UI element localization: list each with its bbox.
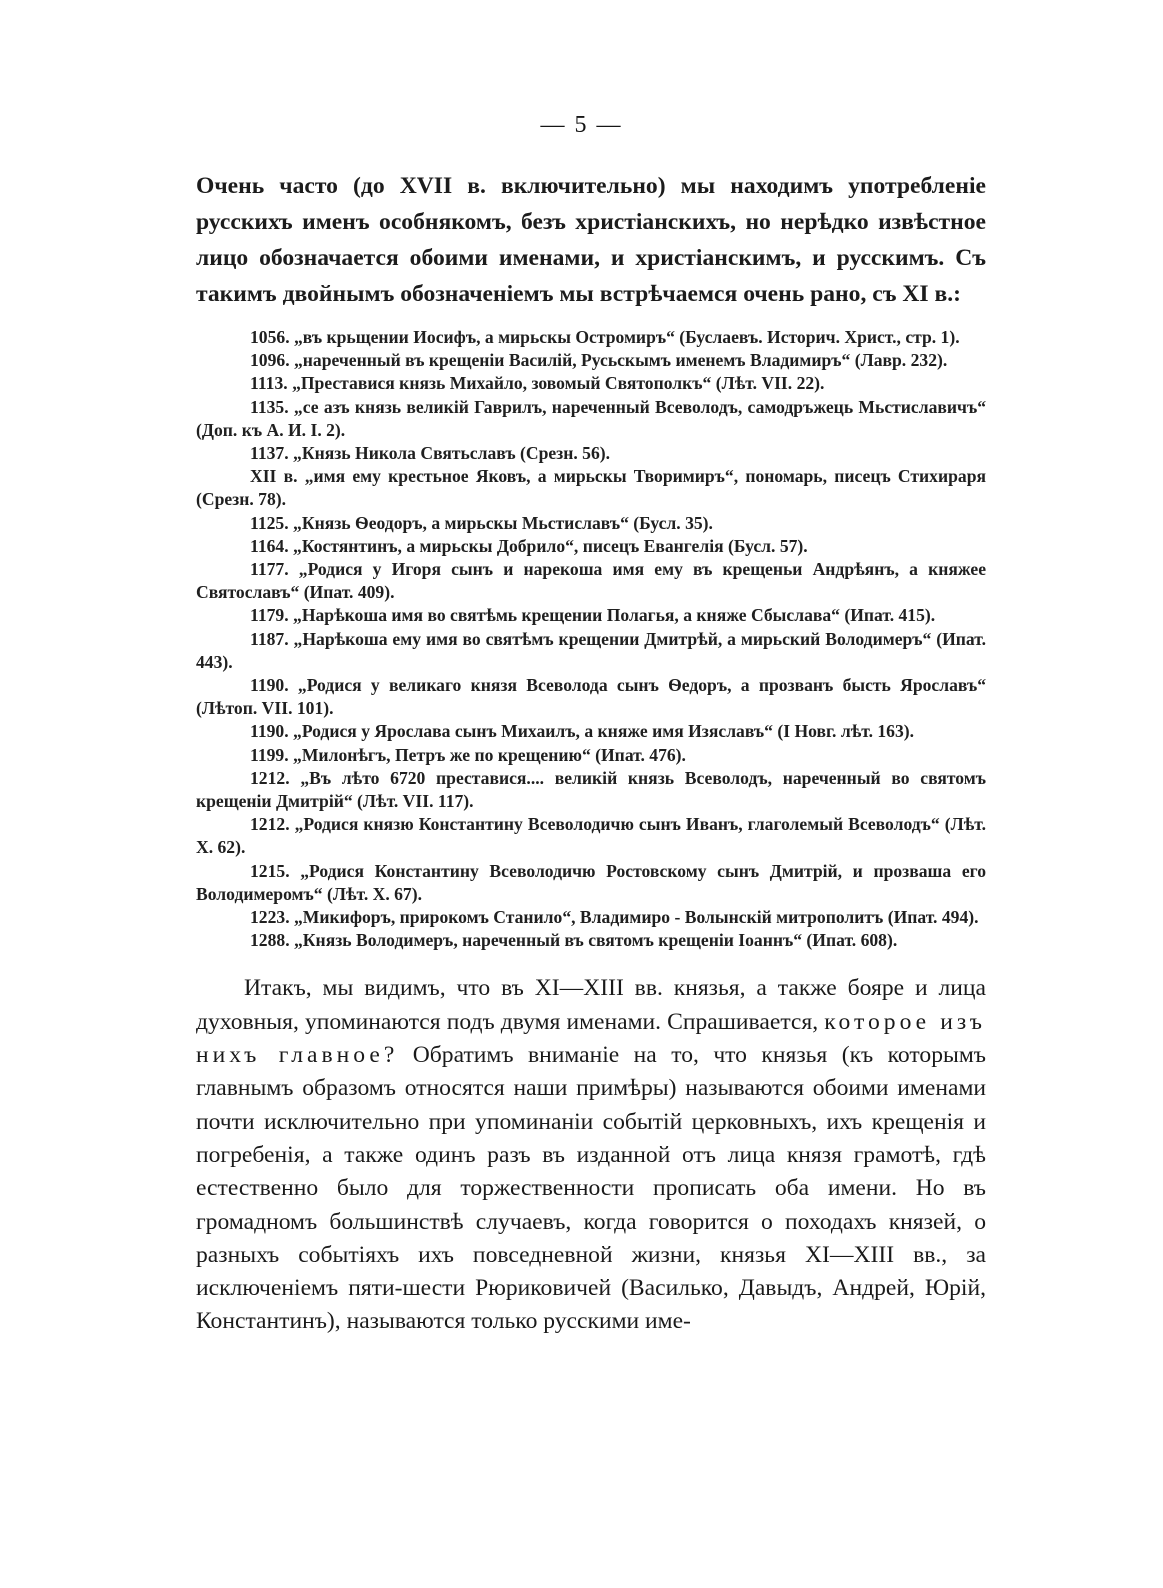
chronicle-entries bbox=[196, 326, 986, 952]
entry-text: „Родися у Ярослава сынъ Михаилъ, а княже имя Изяславъ“ (I Новг. лѣт. 163). bbox=[293, 721, 915, 742]
chronicle-entry bbox=[196, 396, 986, 442]
chronicle-entry bbox=[196, 372, 986, 395]
entry-year: 1223. bbox=[250, 907, 290, 928]
entry-year: 1164. bbox=[250, 535, 289, 556]
entry-year: 1190. bbox=[250, 721, 289, 742]
entry-text: „Преставися князь Михайло, зовомый Святополкъ“ (Лѣт. VII. 22). bbox=[292, 373, 825, 394]
chronicle-entry bbox=[196, 860, 986, 906]
chronicle-entry bbox=[196, 628, 986, 674]
chronicle-entry bbox=[196, 813, 986, 859]
entry-year: 1199. bbox=[250, 744, 289, 765]
entry-year: 1190. bbox=[250, 675, 289, 696]
entry-year: 1056. bbox=[250, 327, 290, 347]
entry-year: 1187. bbox=[250, 628, 289, 649]
chronicle-entry bbox=[196, 767, 986, 813]
entry-text: „Микифоръ, прирокомъ Станило“, Владимиро - Волынскій митрополитъ (Ипат. 494). bbox=[294, 907, 979, 928]
page-body bbox=[196, 168, 986, 1339]
entry-year: 1212. bbox=[250, 814, 290, 835]
entry-year: XII в. bbox=[250, 466, 298, 487]
entry-text: „Князь Никола Святьславъ (Срезн. 56). bbox=[293, 443, 611, 464]
entry-year: 1125. bbox=[250, 512, 289, 533]
entry-text: „се азъ князь великій Гаврилъ, нареченный Всеволодъ, самодръжець Мьстиславичъ“ (Доп. къ А. И. I. 2). bbox=[196, 396, 986, 440]
closing-text-part2: Обратимъ вниманіе на то, что князья (къ которымъ главнымъ образомъ относятся наши примѣры) называются обоими именами почти исключительно при упоминаніи событій церковныхъ, ихъ крещенія и погребенія, а также одинъ разъ въ изданной отъ лица князя грамотѣ, гдѣ естественно было для торжественности прописать оба имени. Но въ громадномъ большинствѣ случаевъ, когда говорится о походахъ князей, о разныхъ событіяхъ ихъ повседневной жизни, князья XI—XIII вв., за исключеніемъ пяти-шести Рюриковичей (Василько, Давыдъ, Андрей, Юрій, Константинъ), называются только русскими име- bbox=[196, 1042, 986, 1335]
chronicle-entry bbox=[196, 512, 986, 535]
chronicle-entry bbox=[196, 906, 986, 929]
chronicle-entry bbox=[196, 442, 986, 465]
chronicle-entry bbox=[196, 465, 986, 511]
intro-paragraph: Очень часто (до XVII в. включительно) мы находимъ употребленіе русскихъ именъ особнякомъ, безъ христіанскихъ, но нерѣдко извѣстное лицо обозначается обоими именами, и христіанскимъ, и русскимъ. Съ такимъ двойнымъ обозначеніемъ мы встрѣчаемся очень рано, съ XI в.: bbox=[196, 173, 986, 307]
entry-text: „Милонѣгъ, Петръ же по крещению“ (Ипат. 476). bbox=[293, 744, 686, 765]
entry-text: „нареченный въ крещеніи Василій, Русьскымъ именемъ Владимиръ“ (Лавр. 232). bbox=[294, 350, 948, 371]
chronicle-entry bbox=[196, 535, 986, 558]
entry-text: „имя ему крестьное Яковъ, а мирьскы Творимиръ“, пономарь, писецъ Стихираря (Срезн. 78). bbox=[196, 466, 986, 510]
entry-year: 1135. bbox=[250, 396, 289, 417]
entry-text: „Костянтинъ, а мирьскы Добрило“, писецъ Евангелія (Бусл. 57). bbox=[293, 535, 808, 556]
entry-year: 1179. bbox=[250, 605, 289, 626]
entry-year: 1096. bbox=[250, 350, 290, 371]
chronicle-entry bbox=[196, 744, 986, 767]
entry-year: 1212. bbox=[250, 767, 290, 788]
closing-text-part1: Итакъ, мы видимъ, что въ XI—XIII вв. князья, а также бояре и лица духовныя, упоминаются подъ двумя именами. Спрашивается, bbox=[196, 975, 986, 1035]
entry-text: „Родися Константину Всеволодичю Ростовскому сынъ Дмитрій, и прозваша его Володимеромъ“ (Лѣт. X. 67). bbox=[196, 860, 986, 904]
page-number: — 5 — bbox=[540, 112, 623, 138]
entry-text: „Нарѣкоша ему имя во святѣмъ крещении Дмитрѣй, а мирьский Володимеръ“ (Ипат. 443). bbox=[196, 628, 986, 672]
spaced-question: которое изъ нихъ главное? bbox=[196, 1008, 986, 1069]
entry-text: „Родися у Игоря сынъ и нарекоша имя ему въ крещеньи Андрѣянъ, а княжее Святославъ“ (Ипат. 409). bbox=[196, 559, 987, 603]
entry-text: „Родися князю Константину Всеволодичю сынъ Иванъ, глаголемый Всеволодъ“ (Лѣт. X. 62). bbox=[196, 814, 986, 858]
entry-text: „Нарѣкоша имя во святѣмь крещении Полагья, а княже Сбыслава“ (Ипат. 415). bbox=[293, 605, 936, 626]
entry-year: 1137. bbox=[250, 443, 289, 464]
entry-text: „въ крьщении Иосифъ, а мирьскы Остромиръ“ (Буслаевъ. Историч. Христ., стр. 1). bbox=[294, 327, 960, 347]
entry-year: 1215. bbox=[250, 860, 290, 881]
entry-year: 1177. bbox=[250, 559, 289, 580]
entry-text: „Въ лѣто 6720 преставися.... великій князь Всеволодъ, нареченный во святомъ крещеніи Дмитрій“ (Лѣт. VII. 117). bbox=[196, 767, 986, 812]
entry-text: „Князь Ѳеодоръ, а мирьскы Мьстиславъ“ (Бусл. 35). bbox=[293, 512, 713, 533]
chronicle-entry bbox=[196, 674, 986, 720]
chronicle-entry bbox=[196, 604, 986, 627]
chronicle-entry bbox=[196, 349, 986, 372]
closing-paragraph bbox=[196, 972, 986, 1338]
entry-text: „Князь Володимеръ, нареченный въ святомъ крещеніи Іоаннъ“ (Ипат. 608). bbox=[294, 930, 898, 951]
entry-text: „Родися у великаго князя Всеволода сынъ Ѳедоръ, а прозванъ бысть Ярославъ“ (Лѣтоп. VII. 101). bbox=[196, 675, 986, 719]
chronicle-entry bbox=[196, 929, 986, 952]
entry-year: 1288. bbox=[250, 930, 290, 951]
chronicle-entry bbox=[196, 720, 986, 743]
entry-year: 1113. bbox=[250, 373, 288, 394]
chronicle-entry bbox=[196, 558, 986, 604]
chronicle-entry bbox=[196, 326, 986, 349]
